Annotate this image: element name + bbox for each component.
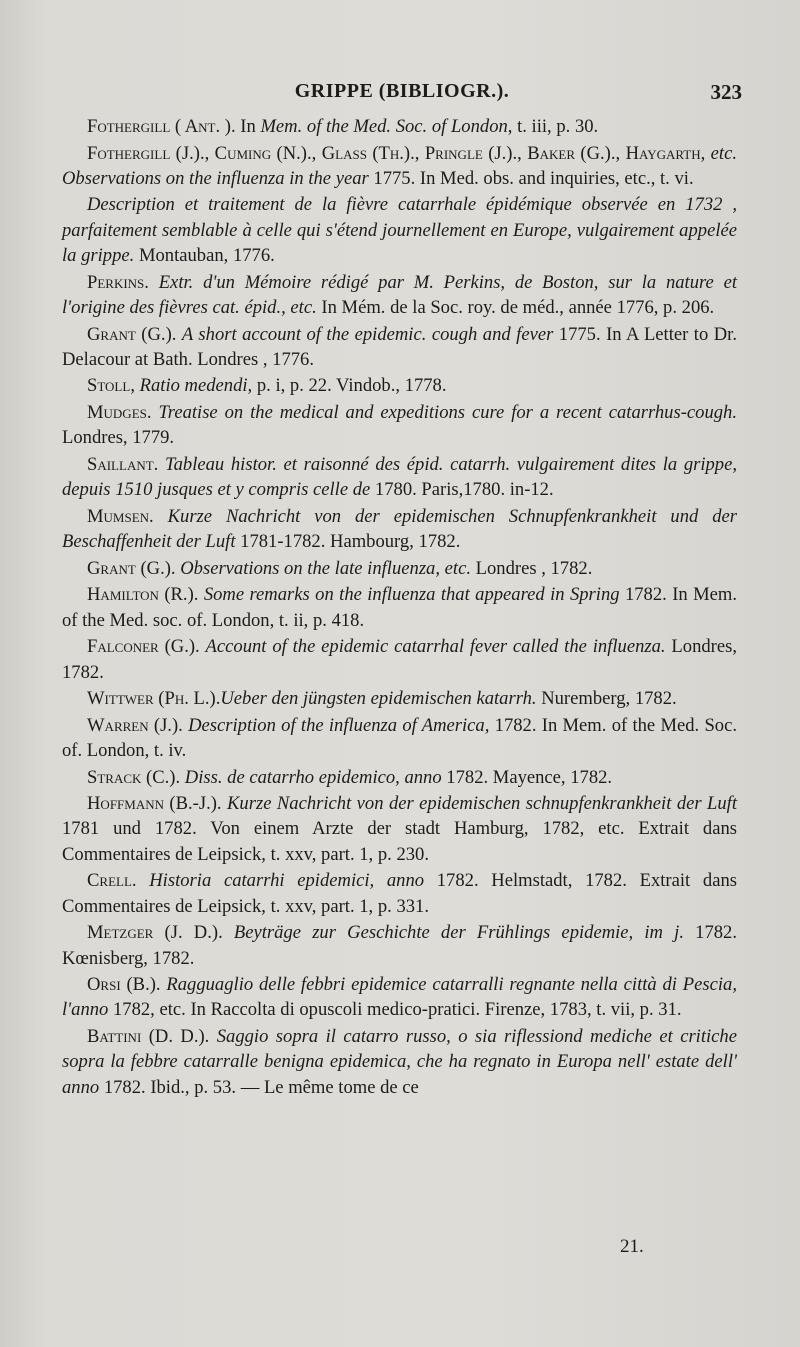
entry-details: 1775. In A Letter to Dr. Delacour at Bath. Londres , 1776. (62, 323, 737, 370)
entry-author: Hamilton (R.). (87, 584, 199, 606)
entry-author: Mudges. (87, 402, 152, 424)
entry-author: Fothergill (J.)., Cuming (N.)., Glass (Th.)., Pringle (J.)., Baker (G.)., Haygarth, (87, 142, 706, 164)
bibliography-entry (62, 114, 737, 139)
entry-title: Historia catarrhi epidemici, anno (149, 870, 425, 892)
entry-details: In Mém. de la Soc. roy. de méd., année 1776, p. 206. (316, 296, 715, 318)
entry-details: Nuremberg, 1782. (536, 688, 677, 710)
bibliography-entry (62, 1024, 737, 1100)
entry-title: Tableau histor. et raisonné des épid. catarrh. vulgairement dites la grippe, depuis 1510 jusques et y compris celle de (62, 453, 738, 501)
entry-title: Extr. d'un Mémoire rédigé par M. Perkins, de Boston, sur la nature et l'origine des fièvres cat. épid., etc. (62, 271, 737, 318)
entry-details: 1782. In Mem. of the Med. soc. of. London, t. ii, p. 418. (62, 584, 737, 631)
entry-text (209, 1026, 216, 1047)
entry-title: Description of the influenza of America, (188, 714, 490, 736)
entry-author: Hoffmann (B.-J.). (87, 793, 222, 815)
entry-text (223, 922, 234, 943)
entry-text: In (235, 116, 261, 137)
entry-author: Warren (J.). (87, 714, 183, 736)
entry-details: 1780. Paris,1780. in-12. (370, 479, 554, 501)
entry-author: Orsi (B.). (87, 974, 161, 996)
bibliography-entry (62, 686, 737, 711)
bibliography-entry (62, 400, 737, 451)
entry-text (137, 870, 150, 891)
bibliography-entry (62, 713, 737, 764)
bibliography-entry (62, 920, 737, 971)
entry-text (154, 506, 168, 527)
signature-mark: 21. (620, 1236, 644, 1257)
entry-title: Ratio medendi, (139, 375, 253, 397)
entry-details: 1782. Helmstadt, 1782. Extrait dans Commentaires de Leipsick, t. xxv, part. 1, p. 331. (62, 870, 737, 917)
bibliography-entry (62, 270, 737, 321)
entry-title: Beyträge zur Geschichte der Frühlings epidemie, im j. (233, 922, 684, 944)
entry-details: 1782. Mayence, 1782. (441, 766, 613, 788)
bibliography-entry (62, 556, 737, 581)
entry-details: Londres, 1779. (62, 427, 175, 449)
entry-title: Kurze Nachricht von der epidemischen schnupfenkrankheit der Luft (227, 793, 737, 815)
entry-details: , t. iii, p. 30. (507, 116, 599, 137)
entry-title: Treatise on the medical and expeditions cure for a recent catarrhus-cough. (158, 402, 737, 424)
bibliography-list (62, 114, 737, 1101)
entry-details: p. i, p. 22. Vindob., 1778. (252, 375, 447, 397)
entry-author: Saillant. (87, 453, 159, 475)
entry-author: Mumsen. (87, 505, 154, 527)
bibliography-entry (62, 582, 737, 633)
bibliography-entry (62, 868, 737, 919)
entry-title: Ragguaglio delle febbri epidemice catarralli regnante nella città di Pescia, l'anno (62, 974, 737, 1021)
entry-author: Fothergill ( Ant. ). (87, 116, 236, 137)
entry-details: 1782. In Mem. of the Med. Soc. of. London, t. iv. (62, 714, 737, 761)
entry-details: 1782, etc. In Raccolta di opuscoli medico-pratici. Firenze, 1783, t. vii, p. 31. (108, 999, 682, 1021)
entry-text (149, 272, 159, 293)
entry-title: Some remarks on the influenza that appeared in Spring (203, 584, 620, 606)
entry-title: Kurze Nachricht von der epidemischen Schnupfenkrankheit und der Beschaffenheit der Luft (62, 505, 737, 553)
bibliography-entry (62, 504, 737, 555)
bibliography-entry (62, 972, 737, 1023)
entry-author: Falconer (G.). (87, 636, 200, 658)
entry-author: Crell. (87, 870, 137, 892)
entry-details: 1782. Ibid., p. 53. — Le même tome de ce (99, 1076, 419, 1098)
bibliography-entry (62, 373, 737, 398)
entry-details: Londres, 1782. (62, 636, 737, 683)
entry-author: Strack (C.). (87, 766, 181, 788)
entry-details: Montauban, 1776. (134, 245, 275, 267)
entry-author: Perkins. (87, 271, 149, 293)
running-head: GRIPPE (BIBLIOGR.). (294, 80, 510, 102)
bibliography-entry (62, 791, 737, 867)
bibliography-entry (62, 634, 737, 685)
entry-author: Metzger (J. D.). (87, 922, 223, 944)
bibliography-entry (62, 192, 737, 268)
entry-details: 1781-1782. Hambourg, 1782. (235, 531, 461, 553)
entry-title: A short account of the epidemic. cough and fever (181, 323, 554, 345)
page-header (62, 80, 742, 114)
entry-title: Observations on the late influenza, etc. (180, 557, 471, 579)
entry-title: Diss. de catarrho epidemico, anno (184, 766, 442, 788)
entry-details: 1775. In Med. obs. and inquiries, etc., t. vi. (368, 167, 694, 189)
entry-author: Stoll, (87, 375, 135, 397)
entry-details: 1781 und 1782. Von einem Arzte der stadt Hamburg, 1782, etc. Extrait dans Commentaires de Leipsick, t. xxv, part. 1, p. 230. (62, 818, 737, 865)
entry-author: Grant (G.). (87, 323, 177, 345)
entry-text (158, 454, 165, 475)
entry-title: Ueber den jüngsten epidemischen katarrh. (220, 688, 537, 710)
entry-title: Account of the epidemic catarrhal fever called the influenza. (205, 636, 666, 658)
entry-author: Grant (G.). (87, 557, 176, 579)
entry-details: Londres , 1782. (470, 557, 593, 579)
entry-author: Battini (D. D.). (87, 1026, 210, 1048)
entry-title: Mem. of the Med. Soc. of London (260, 116, 508, 137)
bibliography-entry (62, 141, 737, 192)
bibliography-entry (62, 452, 737, 503)
bibliography-entry (62, 765, 737, 790)
entry-title: Saggio sopra il catarro russo, o sia riflessiond mediche et critiche sopra la febbre catarralle benigna epidemica, che ha regnato in Europa nell' estate dell' anno (62, 1026, 737, 1098)
entry-details: 1782. Kœnisberg, 1782. (62, 922, 737, 969)
entry-title: etc. Observations on the influenza in the year (62, 142, 737, 189)
page-number: 323 (710, 80, 742, 104)
bibliography-entry (62, 322, 737, 373)
entry-author: Wittwer (Ph. L.). (87, 688, 221, 710)
entry-title: Description et traitement de la fièvre catarrhale épidémique observée en 1732 , parfaitement semblable à celle qui s'étend journellement en Europe, vulgairement appelée la grippe. (62, 194, 737, 267)
